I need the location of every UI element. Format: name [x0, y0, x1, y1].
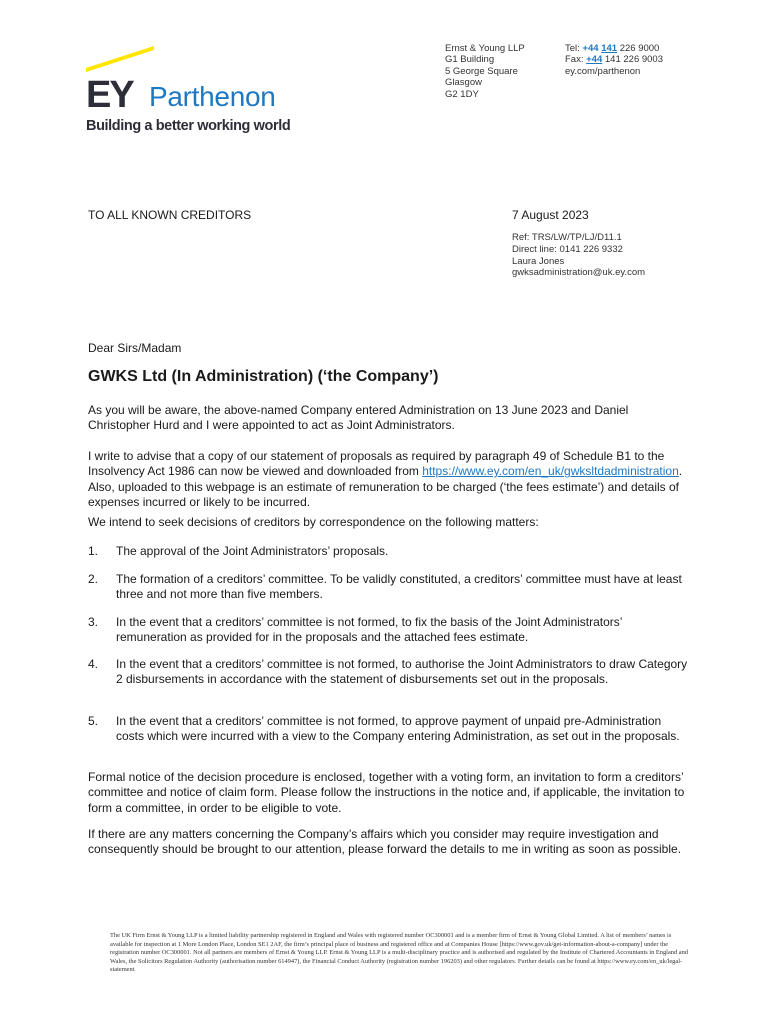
reference: Ref: TRS/LW/TP/LJ/D11.1 [512, 232, 622, 243]
contact-email: gwksadministration@uk.ey.com [512, 267, 646, 279]
telephone: Tel: +44 141 226 9000 [565, 43, 660, 54]
fax-code[interactable]: +44 [586, 54, 603, 66]
paragraph-investigation: If there are any matters concerning the Company’s affairs which you consider may require investigation and consequently should be brought to our attention, please forward the details to me in writing as soon as possible. [88, 827, 682, 857]
logo-tagline: Building a better working world [86, 118, 291, 134]
paragraph-appointment: As you will be aware, the above-named Company entered Administration on 13 June 2023 and Daniel Christopher Hurd and I were appointed to act as Joint Administrators. [88, 403, 629, 433]
tel-number: 226 9000 [619, 43, 660, 54]
salutation: Dear Sirs/Madam [88, 341, 182, 355]
letter-title: GWKS Ltd (In Administration) (‘the Company’) [88, 368, 439, 385]
address-line: G2 1DY [445, 88, 479, 100]
logo-brand: Parthenon [149, 81, 276, 112]
legal-footer: The UK Firm Ernst & Young LLP is a limited liability partnership registered in England and Wales with registered number OC300001 and is a member firm of Ernst & Young Global Limited. A list of members’ names is available for inspection at 1 More London Place, London SE1 2AF, the firm’s principal place of business and registered office and at Companies House [https://www.gov.uk/get-information-about-a-company] under the registration number OC300001. Not all partners are members of Ernst & Young LLP. Ernst & Young LLP is a multi-disciplinary practice and is authorised and regulated by the Institute of Chartered Accountants in England and Wales, the Solicitors Regulation Authority (authorisation number 614947), the Financial Conduct Authority (registration number 196203) and other regulators. Further details can be found at https://www.ey.com/en_uk/legal-statement [110, 932, 688, 974]
letter-date: 7 August 2023 [512, 208, 589, 222]
address-line: 5 George Square [445, 65, 518, 77]
paragraph-matters-intro: We intend to seek decisions of creditors by correspondence on the following matters: [88, 515, 539, 529]
address-line: G1 Building [445, 54, 495, 66]
ey-parthenon-logo [86, 46, 311, 136]
proposals-link[interactable]: https://www.ey.com/en_uk/gwksltdadministration [422, 464, 679, 479]
tel-area[interactable]: 141 [601, 43, 618, 54]
contact-block [565, 43, 663, 77]
logo-mark: EY [86, 74, 133, 116]
reference-block [512, 232, 645, 279]
website: ey.com/parthenon [565, 65, 641, 77]
address-line: Glasgow [445, 77, 482, 89]
fax-number: 141 226 9003 [604, 54, 664, 66]
tel-code: +44 [582, 43, 599, 54]
recipient: TO ALL KNOWN CREDITORS [88, 208, 252, 222]
paragraph-decision-procedure: Formal notice of the decision procedure is enclosed, together with a voting form, an invitation to form a creditors’ committee and notice of claim form. Please follow the instructions in the notice and, if applicable, the invitation to form a committee, in order to be eligible to vote. [88, 770, 685, 815]
paragraph-proposals: I write to advise that a copy of our statement of proposals as required by paragraph 49 of Schedule B1 to the Insolvency Act 1986 can now be viewed and downloaded from https://www.ey.com/en_uk/gwksltdadministration. Also, uploaded to this webpage is an estimate of remuneration to be charged (‘the fees estimate’) and details of expenses incurred or likely to be incurred. [88, 449, 683, 510]
office-address [445, 43, 525, 100]
address-line: Ernst & Young LLP [445, 43, 525, 54]
direct-line: Direct line: 0141 226 9332 [512, 243, 623, 255]
contact-name: Laura Jones [512, 255, 565, 267]
fax: Fax: +44 141 226 9003 [565, 54, 664, 66]
